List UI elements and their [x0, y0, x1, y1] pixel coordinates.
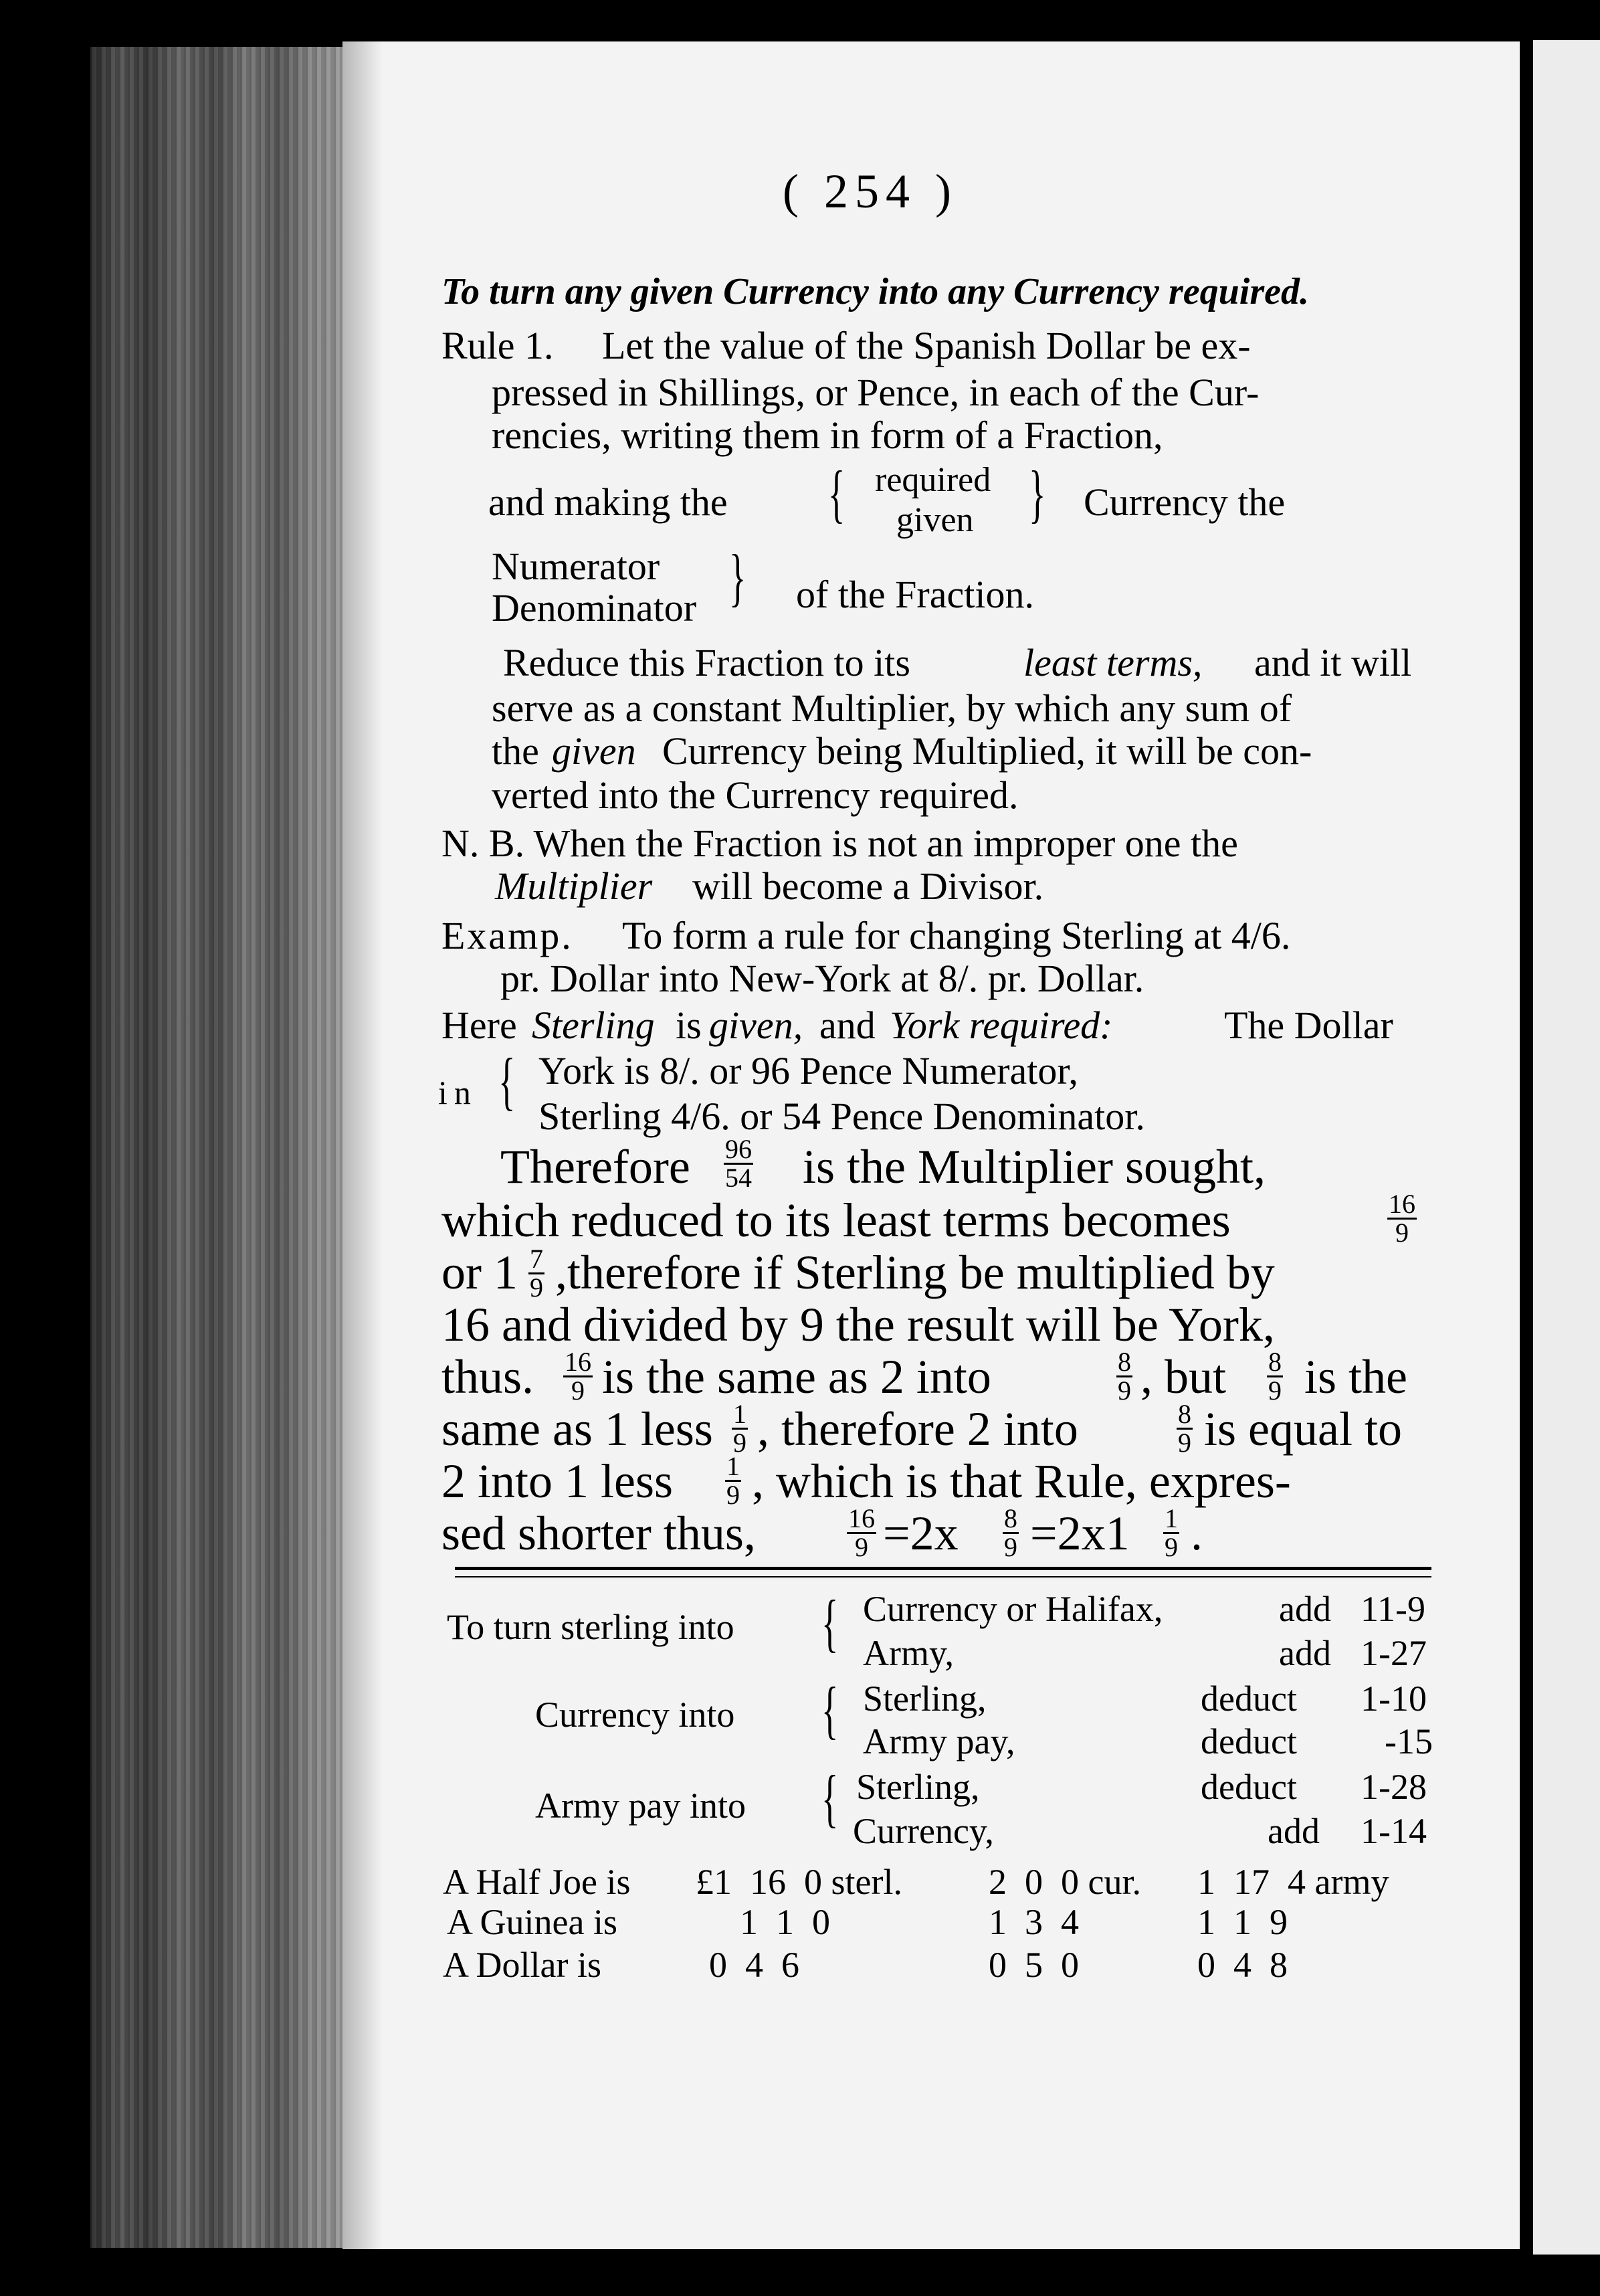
- here-text: Here: [441, 1003, 517, 1047]
- book-spine: [90, 47, 351, 2248]
- required-text: required: [875, 461, 991, 499]
- york-line: York is 8/. or 96 Pence Numerator,: [538, 1049, 1078, 1092]
- conversion-target: Army,: [863, 1633, 954, 1673]
- right-brace: }: [1029, 458, 1046, 529]
- large-line-7b: , which is that Rule, expres-: [752, 1454, 1291, 1508]
- york-required-italic: York required:: [890, 1003, 1113, 1047]
- reduce-line-1b: least terms,: [1023, 641, 1203, 684]
- coin-currency-value: 0 5 0: [989, 1945, 1079, 1985]
- and-text: and: [819, 1003, 876, 1047]
- large-line-8c: =2x1: [1030, 1507, 1130, 1560]
- large-line-2a: which reduced to its least terms becomes: [441, 1193, 1231, 1247]
- next-page-strip: [1533, 40, 1600, 2255]
- left-brace: {: [821, 1587, 839, 1658]
- currency-the-text: Currency the: [1084, 480, 1286, 524]
- coin-label: A Dollar is: [443, 1945, 601, 1985]
- fraction-96-54: $\frac{96}{54}$: [725, 1134, 752, 1193]
- coin-currency-value: 2 0 0 cur.: [989, 1862, 1141, 1902]
- fraction-16-9: $\frac{16}{9}$: [848, 1503, 875, 1562]
- coin-army-value: 0 4 8: [1197, 1945, 1288, 1985]
- numerator-text: Numerator: [492, 545, 660, 588]
- nb-line-2b: will become a Divisor.: [692, 864, 1044, 908]
- rule-label: Rule 1.: [441, 324, 554, 367]
- conversion-target: Army pay,: [863, 1721, 1015, 1761]
- section-heading: To turn any given Currency into any Currency required.: [441, 271, 1309, 312]
- the-dollar-text: The Dollar: [1224, 1003, 1393, 1047]
- reduce-line-1a: Reduce this Fraction to its: [503, 641, 910, 684]
- left-brace: {: [821, 1674, 839, 1745]
- large-line-5d: is the: [1304, 1350, 1407, 1404]
- fraction-1-9: $\frac{1}{9}$: [1165, 1503, 1178, 1562]
- fraction-1-9: $\frac{1}{9}$: [733, 1399, 746, 1458]
- reduce-line-2: serve as a constant Multiplier, by which any sum of: [492, 686, 1292, 730]
- conversion-op: deduct: [1201, 1767, 1297, 1807]
- group-label: Army pay into: [535, 1786, 746, 1826]
- page-number: ( 254 ): [783, 165, 958, 218]
- conversion-value: 11-9: [1361, 1589, 1425, 1629]
- page-edge-divider: [1525, 40, 1533, 2255]
- reduce-line-1c: and it will: [1254, 641, 1412, 684]
- reduce-line-3b: given: [552, 729, 636, 773]
- coin-army-value: 1 17 4 army: [1197, 1862, 1389, 1902]
- coin-sterling-value: £1 16 0 sterl.: [696, 1862, 902, 1902]
- conversion-target: Currency,: [853, 1811, 994, 1851]
- coin-sterling-value: 0 4 6: [709, 1945, 799, 1985]
- fraction-16-9: $\frac{16}{9}$: [565, 1347, 591, 1406]
- fraction-1-9: $\frac{1}{9}$: [726, 1451, 740, 1510]
- large-line-3a: or 1: [441, 1246, 518, 1299]
- example-line-1: To form a rule for changing Sterling at 4/6.: [622, 914, 1291, 957]
- reduce-line-4: verted into the Currency required.: [492, 773, 1019, 817]
- left-brace: {: [498, 1045, 516, 1117]
- rule-line-3: rencies, writing them in form of a Fraction,: [492, 413, 1163, 457]
- group-label: Currency into: [535, 1695, 735, 1735]
- fraction-7-9: $\frac{7}{9}$: [530, 1244, 543, 1303]
- sterling-line: Sterling 4/6. or 54 Pence Denominator.: [538, 1094, 1145, 1138]
- conversion-op: deduct: [1201, 1679, 1297, 1719]
- conversion-value: 1-28: [1361, 1767, 1427, 1807]
- large-line-5a: thus.: [441, 1350, 534, 1404]
- fraction-8-9: $\frac{8}{9}$: [1268, 1347, 1282, 1406]
- divider-rule-thin: [455, 1576, 1431, 1577]
- coin-currency-value: 1 3 4: [989, 1902, 1079, 1942]
- large-line-5c: , but: [1140, 1350, 1227, 1404]
- large-line-6c: is equal to: [1204, 1402, 1402, 1456]
- conversion-value: -15: [1385, 1721, 1433, 1761]
- rule-line-2: pressed in Shillings, or Pence, in each of the Cur-: [492, 371, 1260, 414]
- coin-label: A Half Joe is: [443, 1862, 631, 1902]
- right-brace: }: [729, 541, 746, 613]
- large-line-3b: ,therefore if Sterling be multiplied by: [555, 1246, 1275, 1299]
- spine-texture: [90, 47, 351, 2248]
- denominator-text: Denominator: [492, 586, 697, 630]
- reduce-line-3c: Currency being Multiplied, it will be con-: [662, 729, 1312, 773]
- is-text: is: [676, 1003, 702, 1047]
- left-brace: {: [821, 1762, 839, 1834]
- nb-line-1: N. B. When the Fraction is not an improper one the: [441, 822, 1238, 865]
- large-line-6a: same as 1 less: [441, 1402, 713, 1456]
- given-italic: given,: [709, 1003, 803, 1047]
- conversion-target: Sterling,: [856, 1767, 980, 1807]
- fraction-16-9: $\frac{16}{9}$: [1389, 1189, 1415, 1248]
- given-text: given: [896, 501, 974, 539]
- page-gutter-shadow: [342, 41, 383, 2249]
- large-line-7a: 2 into 1 less: [441, 1454, 674, 1508]
- conversion-value: 1-14: [1361, 1811, 1427, 1851]
- large-line-8b: =2x: [883, 1507, 959, 1560]
- and-making-text: and making the: [488, 480, 728, 524]
- large-line-1a: Therefore: [500, 1140, 690, 1193]
- conversion-op: add: [1279, 1633, 1331, 1673]
- example-line-2: pr. Dollar into New-York at 8/. pr. Dollar.: [500, 957, 1144, 1000]
- conversion-value: 1-10: [1361, 1679, 1427, 1719]
- group-label: To turn sterling into: [447, 1607, 734, 1647]
- example-label: Examp.: [441, 914, 573, 957]
- large-line-6b: , therefore 2 into: [757, 1402, 1078, 1456]
- conversion-value: 1-27: [1361, 1633, 1427, 1673]
- fraction-8-9: $\frac{8}{9}$: [1118, 1347, 1131, 1406]
- nb-line-2a: Multiplier: [495, 864, 653, 908]
- large-line-5b: is the same as 2 into: [602, 1350, 991, 1404]
- fraction-8-9: $\frac{8}{9}$: [1178, 1399, 1191, 1458]
- left-brace: {: [828, 458, 845, 529]
- coin-army-value: 1 1 9: [1197, 1902, 1288, 1942]
- sterling-italic: Sterling: [532, 1003, 655, 1047]
- large-line-8a: sed shorter thus,: [441, 1507, 756, 1560]
- of-fraction-text: of the Fraction.: [796, 573, 1034, 616]
- conversion-op: add: [1279, 1589, 1331, 1629]
- conversion-op: add: [1268, 1811, 1320, 1851]
- conversion-op: deduct: [1201, 1721, 1297, 1761]
- large-line-1b: is the Multiplier sought,: [803, 1140, 1266, 1193]
- coin-sterling-value: 1 1 0: [740, 1902, 830, 1942]
- large-line-8d: .: [1191, 1507, 1203, 1560]
- reduce-line-3a: the: [492, 729, 539, 773]
- conversion-target: Currency or Halifax,: [863, 1589, 1163, 1629]
- divider-rule: [455, 1567, 1431, 1570]
- fraction-8-9: $\frac{8}{9}$: [1004, 1503, 1017, 1562]
- large-line-4: 16 and divided by 9 the result will be York,: [441, 1298, 1275, 1351]
- coin-label: A Guinea is: [447, 1902, 617, 1942]
- conversion-target: Sterling,: [863, 1679, 987, 1719]
- in-text: in: [438, 1074, 478, 1111]
- rule-line-1: Let the value of the Spanish Dollar be ex-: [602, 324, 1251, 367]
